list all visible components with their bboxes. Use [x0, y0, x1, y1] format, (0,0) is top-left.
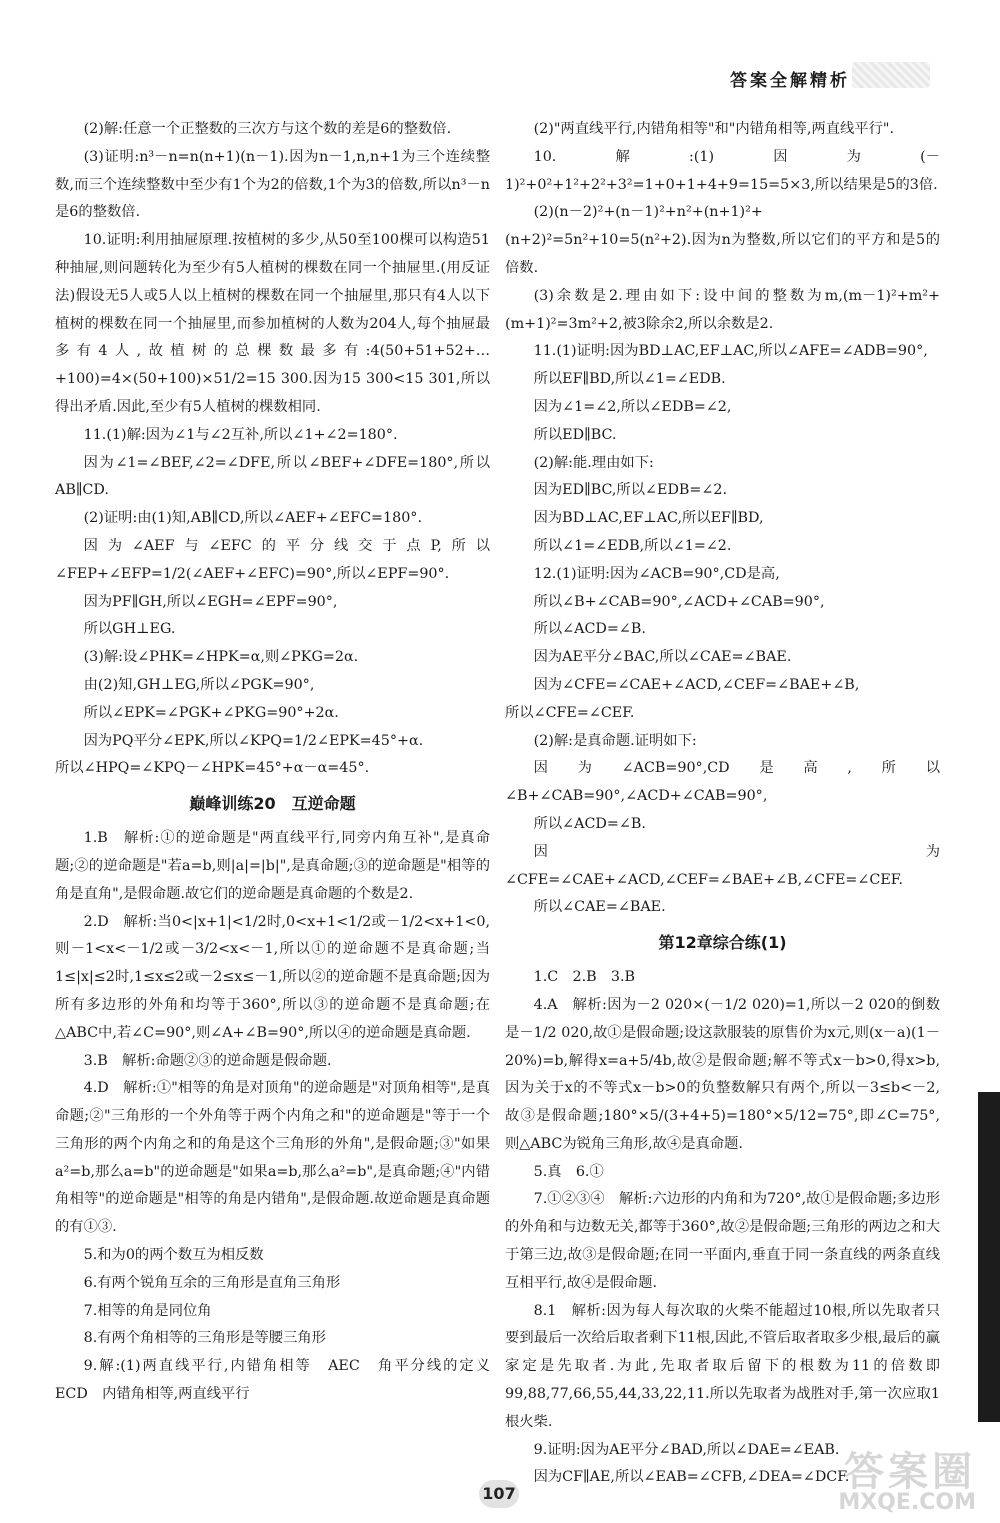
- answer-paragraph: 由(2)知,GH⊥EG,所以∠PGK=90°,: [83, 676, 315, 693]
- answer-paragraph: 因为∠CFE=∠CAE+∠ACD,∠CEF=∠BAE+∠B,: [533, 676, 860, 693]
- watermark-url: MXQE.COM: [838, 1490, 976, 1515]
- answer-paragraph: 9.解:(1)两直线平行,内错角相等 AEC 角平分线的定义 ECD 内错角相等,两直线平行: [55, 1358, 505, 1403]
- answer-paragraph: 4.D 解析:①"相等的角是对顶角"的逆命题是"对顶角相等",是真命题;②"三角形的一个外角等于两个内角之和"的逆命题是"等于一个三角形的两个内角之和的角是这个三角形的外角",是假命题;③"如果a²=b,那么a=b"的逆命题是"如果a=b,那么a²=b",是真命题;④"内错角相等"的逆命题是"相等的角是内错角",是假命题.故逆命题是真命题的有①③.: [55, 1080, 490, 1236]
- answer-paragraph: (2)(n－2)²+(n－1)²+n²+(n+1)²+(n+2)²=5n²+10=5(n²+2).因为n为整数,所以它们的平方和是5的倍数.: [505, 204, 940, 276]
- answer-paragraph: 10.证明:利用抽屉原理.按植树的多少,从50至100棵可以构造51种抽屉,则问题转化为至少有5人植树的棵数在同一个抽屉里.(用反证法)假设无5人或5人以上植树的棵数在同一个抽屉里,那只有4人以下植树的棵数在同一个抽屉里,而参加植树的人数为204人,每个抽屉最多有4人,故植树的总棵数最多有:4(50+51+52+…+100)=4×(50+100)×51/2=15 300.因为15 300<15 301,所以得出矛盾.因此,至少有5人植树的棵数相同.: [55, 232, 490, 415]
- answer-paragraph: 3.B 解析:命题②③的逆命题是假命题.: [83, 1052, 332, 1069]
- answer-paragraph: (2)"两直线平行,内错角相等"和"内错角相等,两直线平行".: [533, 121, 895, 137]
- answer-paragraph: 因为∠AEF与∠EFC的平分线交于点P,所以∠FEP+∠EFP=1/2(∠AEF+∠EFC)=90°,所以∠EPF=90°.: [55, 537, 490, 582]
- answer-paragraph: 8.有两个角相等的三角形是等腰三角形: [83, 1330, 326, 1347]
- answer-paragraph: 所以GH⊥EG.: [83, 621, 176, 638]
- right-column: [505, 116, 940, 1492]
- answer-paragraph: 5.真 6.①: [533, 1163, 604, 1180]
- answer-paragraph: 所以∠CFE=∠CEF.: [505, 704, 635, 721]
- answer-paragraph: 11.(1)证明:因为BD⊥AC,EF⊥AC,所以∠AFE=∠ADB=90°,: [533, 343, 928, 360]
- answer-paragraph: 因为CF∥AE,所以∠EAB=∠CFB,∠DEA=∠DCF.: [533, 1469, 850, 1486]
- answer-paragraph: 所以∠EPK=∠PGK+∠PKG=90°+2α.: [83, 704, 339, 721]
- answer-paragraph: 7.①②③④ 解析:六边形的内角和为720°,故①是假命题;多边形的外角和与边数无关,都等于360°,故②是假命题;三角形的两边之和大于第三边,故③是假命题;在同一平面内,垂直于同一条直线的两条直线互相平行,故④是假命题.: [505, 1191, 940, 1291]
- answer-paragraph: 11.(1)解:因为∠1与∠2互补,所以∠1+∠2=180°.: [83, 426, 398, 443]
- answer-paragraph: 所以ED∥BC.: [533, 426, 617, 443]
- answer-paragraph: (3)余数是2.理由如下:设中间的整数为m,(m－1)²+m²+(m+1)²=3m²+2,被3除余2,所以余数是2.: [505, 287, 940, 332]
- answer-paragraph: 因为∠1=∠BEF,∠2=∠DFE,所以∠BEF+∠DFE=180°,所以AB∥CD.: [55, 454, 490, 499]
- answer-paragraph: 12.(1)证明:因为∠ACB=90°,CD是高,: [533, 565, 780, 582]
- answer-paragraph: 所以EF∥BD,所以∠1=∠EDB.: [533, 371, 726, 388]
- answer-paragraph: 因为∠CFE=∠CAE+∠ACD,∠CEF=∠BAE+∠B,∠CFE=∠CEF.: [505, 843, 940, 888]
- answer-paragraph: 1.C 2.B 3.B: [533, 969, 636, 986]
- answer-paragraph: 4.A 解析:因为－2 020×(－1/2 020)=1,所以－2 020的倒数是－1/2 020,故①是假命题;设这款服装的原售价为x元,则(x－a)(1－20%)=b,解得x=a+5/4b,故②是假命题;解不等式x－b>0,得x>b,因为关于x的不等式x－b>0的负整数解只有两个,所以－3≤b<－2,故③是假命题;180°×5/(3+4+5)=180°×5/12=75°,即∠C=75°,则△ABC为锐角三角形,故④是真命题.: [505, 996, 940, 1152]
- watermark: [746, 1440, 986, 1520]
- answer-paragraph: 所以∠B+∠CAB=90°,∠ACD+∠CAB=90°,: [533, 593, 825, 610]
- answer-paragraph: 因为AE平分∠BAC,所以∠CAE=∠BAE.: [533, 649, 792, 666]
- answer-paragraph: 1.B 解析:①的逆命题是"两直线平行,同旁内角互补",是真命题;②的逆命题是"若a=b,则|a|=|b|",是真命题;③的逆命题是"相等的角是直角",是假命题.故它们的逆命题是真命题的个数是2.: [55, 830, 490, 902]
- answer-paragraph: 所以∠CAE=∠BAE.: [533, 899, 666, 916]
- header-decoration: [852, 62, 930, 88]
- left-column: [55, 116, 505, 1409]
- answer-paragraph: 所以∠ACD=∠B.: [533, 621, 646, 638]
- watermark-text: 答案圈: [844, 1449, 976, 1495]
- answer-paragraph: 6.有两个锐角互余的三角形是直角三角形: [83, 1274, 341, 1291]
- answer-paragraph: (2)解:是真命题.证明如下:: [533, 732, 697, 749]
- answer-paragraph: (2)证明:由(1)知,AB∥CD,所以∠AEF+∠EFC=180°.: [83, 510, 422, 527]
- page-number: 107: [479, 1480, 519, 1508]
- answer-paragraph: (2)解:能.理由如下:: [533, 454, 654, 471]
- section-heading: 第12章综合练(1): [658, 933, 787, 953]
- answer-paragraph: 所以∠HPQ=∠KPQ－∠HPK=45°+α－α=45°.: [55, 760, 370, 777]
- answer-paragraph: 8.1 解析:因为每人每次取的火柴不能超过10根,所以先取者只要到最后一次给后取者剩下11根,因此,不管后取者取多少根,最后的赢家定是先取者.为此,先取者取后留下的根数为11的倍数即99,88,77,66,55,44,33,22,11.所以先取者为战胜对手,第一次应取1根火柴.: [505, 1302, 940, 1430]
- answer-paragraph: 9.证明:因为AE平分∠BAD,所以∠DAE=∠EAB.: [533, 1441, 840, 1458]
- answer-paragraph: 所以∠ACD=∠B.: [533, 815, 646, 832]
- answer-paragraph: 因为PQ平分∠EPK,所以∠KPQ=1/2∠EPK=45°+α.: [83, 732, 424, 749]
- answer-paragraph: (3)解:设∠PHK=∠HPK=α,则∠PKG=2α.: [83, 649, 359, 666]
- answer-paragraph: 因为∠ACB=90°,CD是高,所以∠B+∠CAB=90°,∠ACD+∠CAB=90°,: [505, 760, 940, 805]
- section-heading: 巅峰训练20 互逆命题: [189, 794, 356, 814]
- answer-paragraph: (3)证明:n³－n=n(n+1)(n－1).因为n－1,n,n+1为三个连续整数,而三个连续整数中至少有1个为2的倍数,1个为3的倍数,所以n³－n是6的整数倍.: [55, 148, 490, 221]
- answer-paragraph: 7.相等的角是同位角: [83, 1302, 212, 1319]
- answer-paragraph: 因为ED∥BC,所以∠EDB=∠2.: [533, 482, 728, 499]
- answer-paragraph: (2)解:任意一个正整数的三次方与这个数的差是6的整数倍.: [83, 121, 452, 137]
- answer-paragraph: 因为∠1=∠2,所以∠EDB=∠2,: [533, 398, 732, 415]
- answer-paragraph: 因为BD⊥AC,EF⊥AC,所以EF∥BD,: [533, 510, 764, 527]
- running-header: 答案全解精析: [730, 71, 850, 91]
- answer-paragraph: 2.D 解析:当0<|x+1|<1/2时,0<x+1<1/2或－1/2<x+1<0,则－1<x<－1/2或－3/2<x<－1,所以①的逆命题不是真命题;当1≤|x|≤2时,1≤x≤2或－2≤x≤－1,所以②的逆命题不是真命题;因为所有多边形的外角和均等于360°,所以③的逆命题不是真命题;在△ABC中,若∠C=90°,则∠A+∠B=90°,所以④的逆命题是真命题.: [55, 913, 490, 1041]
- answer-paragraph: 10.解:(1)因为(－1)²+0²+1²+2²+3²=1+0+1+4+9=15=5×3,所以结果是5的3倍.: [505, 148, 940, 193]
- answer-paragraph: 5.和为0的两个数互为相反数: [83, 1247, 264, 1264]
- side-tab-marker: [978, 1092, 1000, 1422]
- answer-paragraph: 因为PF∥GH,所以∠EGH=∠EPF=90°,: [83, 593, 338, 610]
- answer-paragraph: 所以∠1=∠EDB,所以∠1=∠2.: [533, 537, 732, 554]
